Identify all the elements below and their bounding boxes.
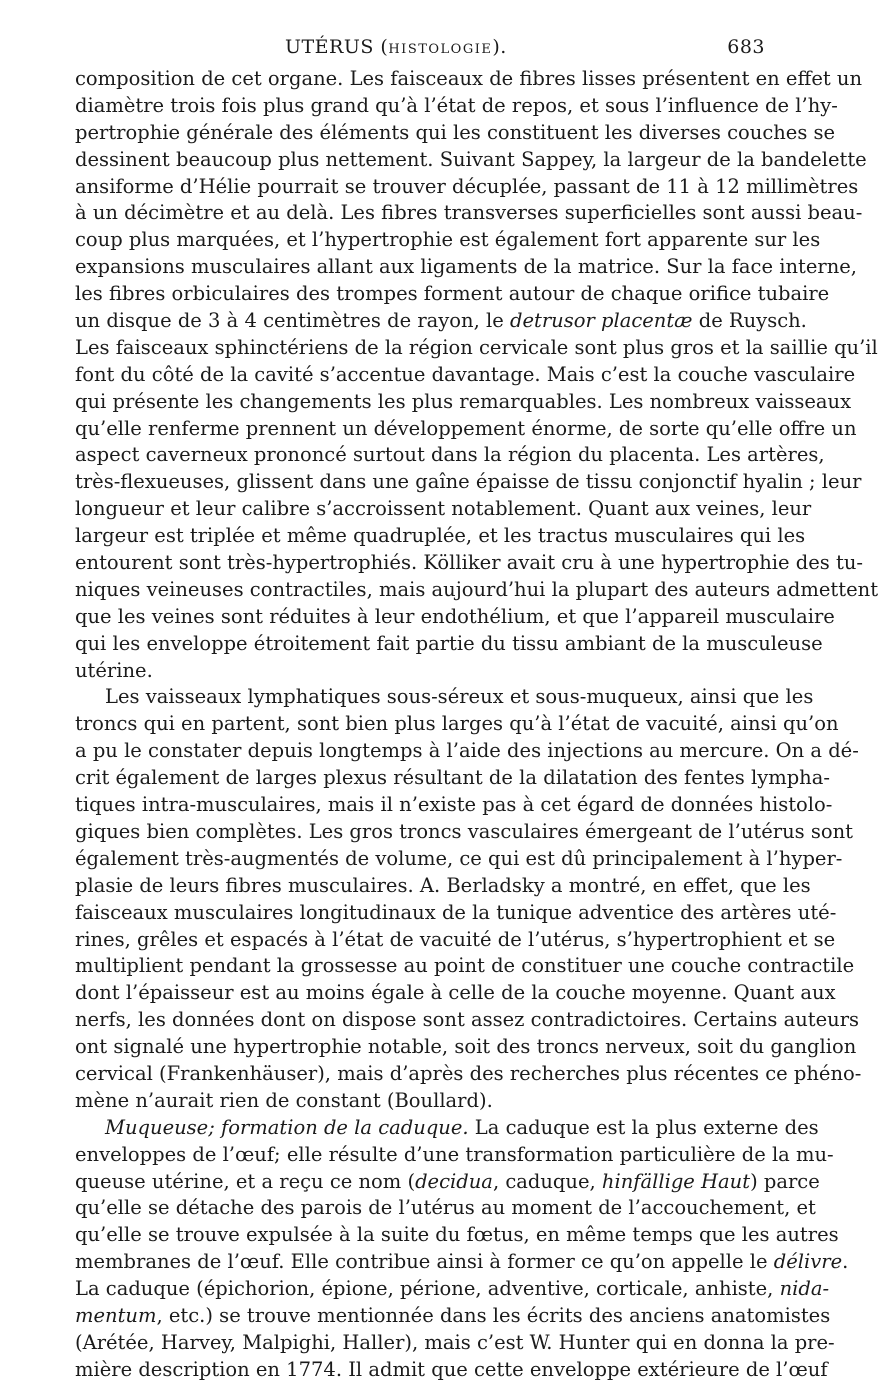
- text-line: [75, 577, 878, 604]
- text-line: [75, 147, 867, 174]
- text-line: [75, 792, 833, 819]
- text-line: [75, 1357, 828, 1384]
- text-line: [75, 1195, 816, 1222]
- text-run: diamètre trois fois plus grand qu’à l’état de repos, et sous l’influence de l’hy-: [75, 93, 838, 117]
- text-run: multiplient pendant la grossesse au point de constituer une couche contractile: [75, 954, 855, 978]
- body-text: [75, 66, 878, 1384]
- text-line: [75, 1115, 819, 1142]
- text-line: [75, 1007, 860, 1034]
- running-header: [75, 36, 765, 58]
- text-run: à un décimètre et au delà. Les fibres transverses superficielles sont aussi beau-: [75, 201, 863, 225]
- text-run: les fibres orbiculaires des trompes forment autour de chaque orifice tubaire: [75, 282, 830, 306]
- text-line: [75, 927, 836, 954]
- text-run: expansions musculaires allant aux ligaments de la matrice. Sur la face interne,: [75, 255, 858, 279]
- italic-text: nida-: [779, 1277, 830, 1301]
- italic-text: délivre: [773, 1250, 843, 1274]
- text-run: Les faisceaux sphinctériens de la région cervicale sont plus gros et la saillie qu’il: [75, 335, 878, 359]
- italic-text: mentum: [75, 1303, 157, 1327]
- running-title-smallcaps: HISTOLOGIE: [388, 42, 493, 57]
- text-run: nerfs, les données dont on dispose sont assez contradictoires. Certains auteurs: [75, 1008, 860, 1032]
- text-line: [75, 1061, 862, 1088]
- text-run: Les vaisseaux lymphatiques sous-séreux et sous-muqueux, ainsi que les: [105, 685, 814, 709]
- text-line: [75, 335, 878, 362]
- text-line: [75, 873, 811, 900]
- text-run: largeur est triplée et même quadruplée, et les tractus musculaires qui les: [75, 524, 806, 548]
- text-line: [75, 416, 857, 443]
- text-run: membranes de l’œuf. Elle contribue ainsi à former ce qu’on appelle le: [75, 1250, 774, 1274]
- text-line: [75, 980, 836, 1007]
- text-line: [75, 362, 856, 389]
- text-line: [75, 1142, 834, 1169]
- text-line: [75, 684, 814, 711]
- text-line: [75, 1222, 839, 1249]
- text-run: plasie de leurs fibres musculaires. A. Berladsky a montré, en effet, que les: [75, 873, 811, 897]
- text-run: enveloppes de l’œuf; elle résulte d’une transformation particulière de la mu-: [75, 1142, 834, 1166]
- text-line: [75, 1303, 831, 1330]
- text-run: longueur et leur calibre s’accroissent notablement. Quant aux veines, leur: [75, 497, 812, 521]
- text-line: [75, 1276, 830, 1303]
- text-run: un disque de 3 à 4 centimètres de rayon, le: [75, 309, 510, 333]
- text-run: .: [842, 1250, 849, 1274]
- text-run: entourent sont très-hypertrophiés. Kölliker avait cru à une hypertrophie des tu-: [75, 551, 863, 575]
- text-run: ont signalé une hypertrophie notable, soit des troncs nerveux, soit du ganglion: [75, 1035, 857, 1059]
- text-line: [75, 254, 858, 281]
- text-line: [75, 174, 859, 201]
- text-line: [75, 953, 855, 980]
- text-line: [75, 442, 825, 469]
- text-run: faisceaux musculaires longitudinaux de la tunique adventice des artères uté-: [75, 900, 837, 924]
- italic-text: hinfällige Haut: [601, 1169, 751, 1193]
- text-line: [75, 389, 852, 416]
- text-line: [75, 1088, 765, 1115]
- text-line: [75, 819, 853, 846]
- text-run: également très-augmentés de volume, ce qui est dû principalement à l’hyper-: [75, 846, 843, 870]
- text-line: [75, 469, 862, 496]
- text-line: [75, 281, 830, 308]
- text-run: ansiforme d’Hélie pourrait se trouver décuplée, passant de 11 à 12 millimètres: [75, 174, 859, 198]
- text-line: [75, 900, 837, 927]
- text-run: mière description en 1774. Il admit que cette enveloppe extérieure de l’œuf: [75, 1357, 828, 1381]
- text-run: ) parce: [750, 1169, 820, 1193]
- text-line: [75, 200, 863, 227]
- text-run: , etc.) se trouve mentionnée dans les écrits des anciens anatomistes: [156, 1303, 831, 1327]
- text-line: [75, 631, 823, 658]
- text-run: La caduque est la plus externe des: [468, 1115, 819, 1139]
- text-run: cervical (Frankenhäuser), mais d’après des recherches plus récentes ce phéno-: [75, 1061, 862, 1085]
- text-line: [75, 711, 839, 738]
- running-title-close: ).: [492, 36, 507, 58]
- text-run: rines, grêles et espacés à l’état de vacuité de l’utérus, s’hypertrophient et se: [75, 927, 836, 951]
- italic-text: decidua: [415, 1169, 493, 1193]
- text-line: [75, 1169, 820, 1196]
- text-run: composition de cet organe. Les faisceaux de fibres lisses présentent en effet un: [75, 67, 863, 90]
- text-run: qu’elle se détache des parois de l’utérus au moment de l’accouchement, et: [75, 1196, 816, 1220]
- text-line: [75, 604, 835, 631]
- text-run: (Arétée, Harvey, Malpighi, Haller), mais c’est W. Hunter qui en donna la pre-: [75, 1330, 835, 1354]
- text-run: mène n’aurait rien de constant (Boullard).: [75, 1088, 493, 1112]
- text-run: dont l’épaisseur est au moins égale à celle de la couche moyenne. Quant aux: [75, 981, 836, 1005]
- text-line: [75, 93, 838, 120]
- text-line: [75, 658, 765, 685]
- text-run: troncs qui en partent, sont bien plus larges qu’à l’état de vacuité, ainsi qu’on: [75, 712, 839, 736]
- text-run: La caduque (épichorion, épione, périone, adventive, corticale, anhiste,: [75, 1277, 780, 1301]
- italic-text: Muqueuse; formation de la caduque.: [105, 1115, 469, 1139]
- text-line: [75, 227, 821, 254]
- text-run: aspect caverneux prononcé surtout dans la région du placenta. Les artères,: [75, 443, 825, 467]
- text-line: [75, 738, 859, 765]
- text-line: [75, 1330, 835, 1357]
- text-line: [75, 523, 806, 550]
- text-run: qui présente les changements les plus remarquables. Les nombreux vaisseaux: [75, 389, 852, 413]
- text-run: a pu le constater depuis longtemps à l’aide des injections au mercure. On a dé-: [75, 739, 859, 763]
- text-run: très-flexueuses, glissent dans une gaîne épaisse de tissu conjonctif hyalin ; leur: [75, 470, 862, 494]
- text-run: crit également de larges plexus résultant de la dilatation des fentes lympha-: [75, 766, 830, 790]
- text-line: [75, 846, 843, 873]
- italic-text: detrusor placentæ: [509, 309, 693, 333]
- text-run: qu’elle se trouve expulsée à la suite du fœtus, en même temps que les autres: [75, 1223, 839, 1247]
- text-line: [75, 66, 863, 93]
- text-run: qu’elle renferme prennent un développement énorme, de sorte qu’elle offre un: [75, 416, 857, 440]
- text-run: pertrophie générale des éléments qui les constituent les diverses couches se: [75, 120, 836, 144]
- text-run: font du côté de la cavité s’accentue davantage. Mais c’est la couche vasculaire: [75, 362, 856, 386]
- running-title-main: UTÉRUS (: [285, 36, 389, 58]
- text-line: [75, 1249, 849, 1276]
- text-run: queuse utérine, et a reçu ce nom (: [75, 1169, 416, 1193]
- text-run: de Ruysch.: [692, 309, 807, 333]
- text-line: [75, 496, 812, 523]
- text-run: giques bien complètes. Les gros troncs vasculaires émergeant de l’utérus sont: [75, 819, 853, 843]
- text-run: , caduque,: [492, 1169, 602, 1193]
- text-run: qui les enveloppe étroitement fait partie du tissu ambiant de la musculeuse: [75, 631, 823, 655]
- text-run: coup plus marquées, et l’hypertrophie est également fort apparente sur les: [75, 228, 821, 252]
- text-run: dessinent beaucoup plus nettement. Suivant Sappey, la largeur de la bandelette: [75, 147, 867, 171]
- text-line: [75, 120, 836, 147]
- text-line: [75, 550, 863, 577]
- running-title: [285, 36, 507, 58]
- page-number: 683: [727, 36, 765, 58]
- text-run: utérine.: [75, 658, 153, 682]
- text-run: tiques intra-musculaires, mais il n’existe pas à cet égard de données histolo-: [75, 793, 833, 817]
- text-line: [75, 765, 830, 792]
- text-line: [75, 1034, 857, 1061]
- text-run: niques veineuses contractiles, mais aujourd’hui la plupart des auteurs admettent: [75, 577, 878, 601]
- text-line: [75, 308, 807, 335]
- text-run: que les veines sont réduites à leur endothélium, et que l’appareil musculaire: [75, 604, 835, 628]
